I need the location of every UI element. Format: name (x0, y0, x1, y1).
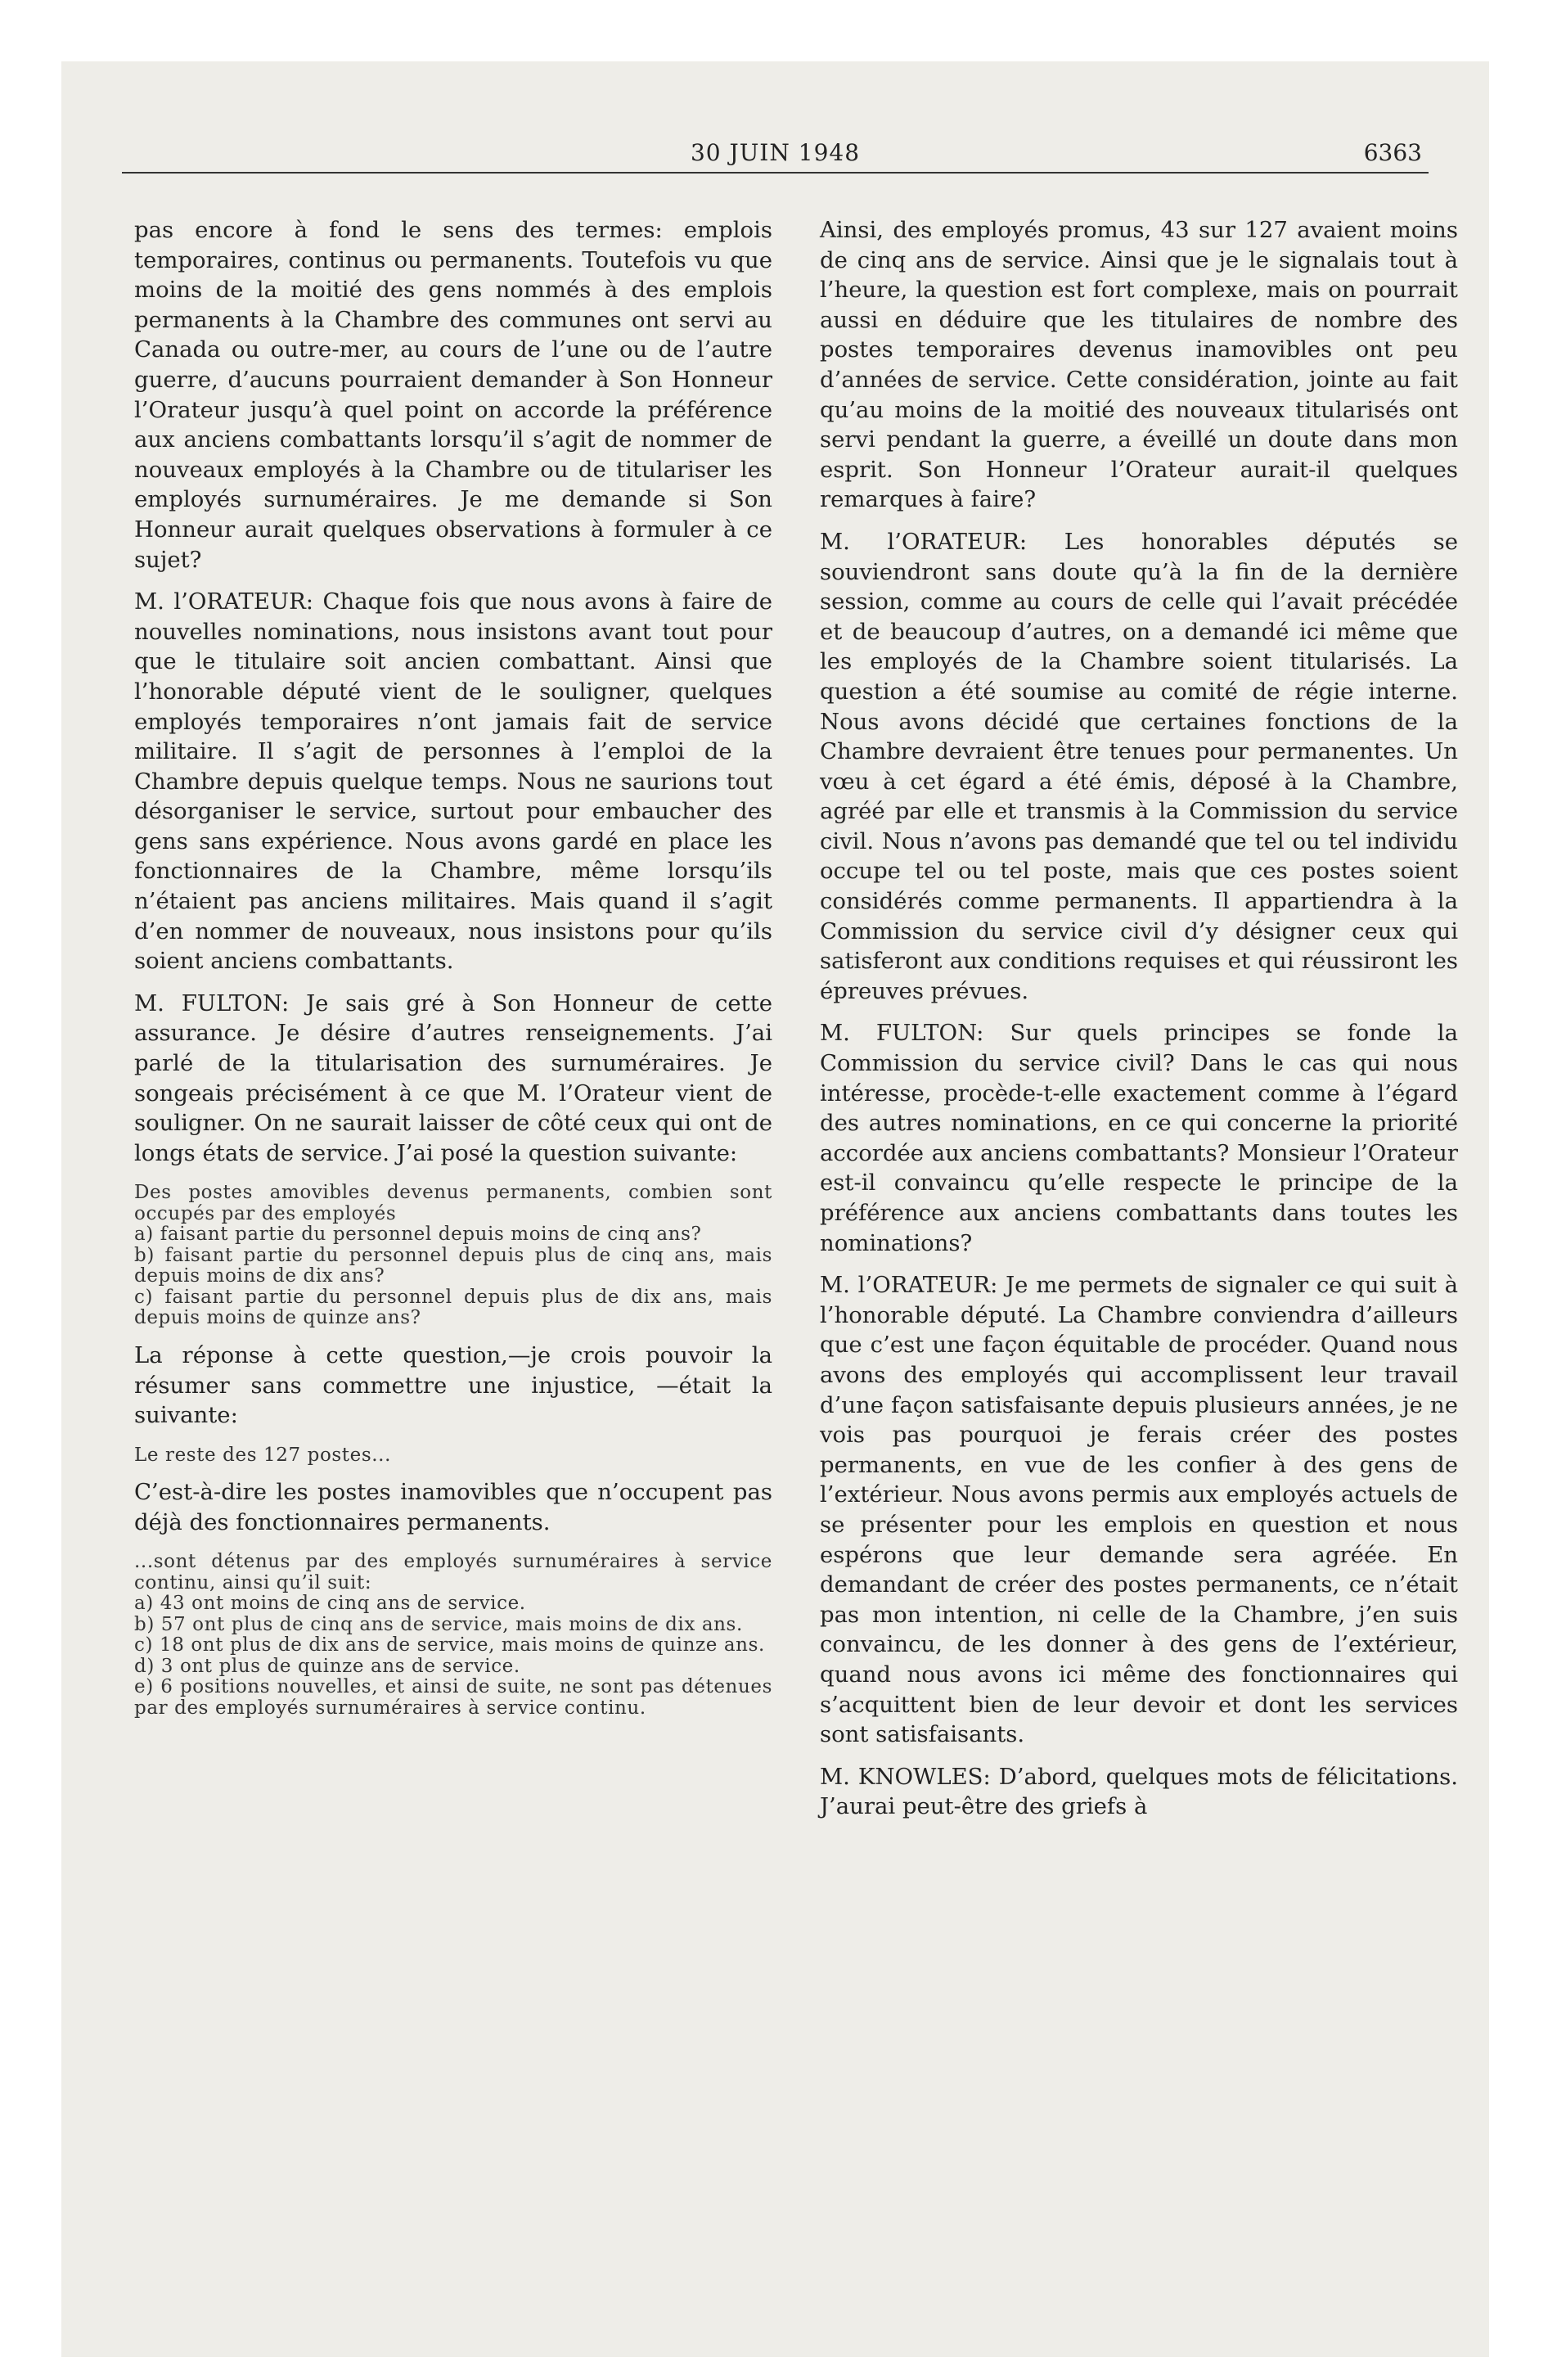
paragraph: La réponse à cette question,—je crois pouvoir la résumer sans commettre une injustice, —était la suivante: (134, 1341, 772, 1429)
right-column (820, 215, 1458, 1822)
speaker-name: M. l’ORATEUR: (134, 588, 314, 615)
speech-paragraph (820, 1762, 1458, 1822)
speech-text: Chaque fois que nous avons à faire de nouvelles nominations, nous insistons avant tout pour que le titulaire soit ancien combattant. Ainsi que l’honorable député vient de le souligner, quelques employés temporaires n’ont jamais fait de service militaire. Il s’agit de personnes à l’emploi de la Chambre depuis quelque temps. Nous ne saurions tout désorganiser le service, surtout pour embaucher des gens sans expérience. Nous avons gardé en place les fonctionnaires de la Chambre, même lorsqu’ils n’étaient pas anciens militaires. Mais quand il s’agit d’en nommer de nouveaux, nous insistons pour qu’ils soient anciens combattants. (134, 588, 772, 975)
quoted-list-item: b) 57 ont plus de cinq ans de service, mais moins de dix ans. (134, 1613, 743, 1635)
quoted-list-item: b) faisant partie du personnel depuis plus de cinq ans, mais depuis moins de dix ans? (134, 1244, 772, 1287)
speech-text: Sur quels principes se fonde la Commission du service civil? Dans le cas qui nous intéresse, procède-t-elle exactement comme à l’égard des autres nominations, en ce qui concerne la priorité accordée aux anciens combattants? Monsieur l’Orateur est-il convaincu qu’elle respecte le principe de la préférence aux anciens combattants dans toutes les nominations? (820, 1020, 1458, 1256)
speaker-name: M. KNOWLES: (820, 1763, 991, 1790)
quoted-text: Le reste des 127 postes... (134, 1444, 391, 1466)
speaker-name: M. FULTON: (134, 989, 290, 1016)
speech-paragraph (820, 527, 1458, 1007)
left-column (134, 215, 772, 1719)
speech-paragraph (134, 989, 772, 1169)
speech-paragraph (820, 1270, 1458, 1750)
paragraph: Ainsi, des employés promus, 43 sur 127 avaient moins de cinq ans de service. Ainsi que je le signalais tout à l’heure, la question est fort complexe, mais on pourrait aussi en déduire que les titulaires de nombre des postes temporaires devenus inamovibles ont peu d’années de service. Cette considération, jointe au fait qu’au moins de la moitié des nouveaux titularisés ont servi pendant la guerre, a éveillé un doute dans mon esprit. Son Honneur l’Orateur aurait-il quelques remarques à faire? (820, 217, 1458, 513)
speech-text: D’abord, quelques mots de félicitations. J’aurai peut-être des griefs à (820, 1763, 1459, 1820)
page-number: 6363 (1363, 139, 1422, 166)
speech-text: Je me permets de signaler ce qui suit à l’honorable député. La Chambre conviendra d’ailleurs que c’est une façon équitable de procéder. Quand nous avons des employés qui accomplissent leur travail d’une façon satisfaisante depuis plusieurs années, je ne vois pas pourquoi je ferais créer des postes permanents, en vue de les confier à des gens de l’extérieur. Nous avons permis aux employés actuels de se présenter pour les emplois en question et nous espérons que leur demande sera agréée. En demandant de créer des postes permanents, ce n’était pas mon intention, ni celle de la Chambre, j’en suis convaincu, de les donner à des gens de l’extérieur, quand nous avons ici même des fonctionnaires qui s’acquittent bien de leur devoir et dont les services sont satisfaisants. (820, 1272, 1458, 1748)
quoted-list-item: c) 18 ont plus de dix ans de service, mais moins de quinze ans. (134, 1634, 765, 1657)
quoted-list-item: a) 43 ont moins de cinq ans de service. (134, 1593, 526, 1615)
paragraph: C’est-à-dire les postes inamovibles que n’occupent pas déjà des fonctionnaires permanents. (134, 1479, 772, 1535)
quoted-list-item: a) faisant partie du personnel depuis moins de cinq ans? (134, 1224, 702, 1246)
speech-paragraph (820, 1018, 1458, 1258)
quoted-text: Des postes amovibles devenus permanents, combien sont occupés par des employés (134, 1182, 772, 1224)
paragraph: pas encore à fond le sens des termes: emplois temporaires, continus ou permanents. Toutefois vu que moins de la moitié des gens nommés à des emplois permanents à la Chambre des communes ont servi au Canada ou outre-mer, au cours de l’une ou de l’autre guerre, d’aucuns pourraient demander à Son Honneur l’Orateur jusqu’à quel point on accorde la préférence aux anciens combattants lorsqu’il s’agit de nommer de nouveaux employés à la Chambre ou de titulariser les employés surnuméraires. Je me demande si Son Honneur aurait quelques observations à formuler à ce sujet? (134, 217, 772, 573)
speaker-name: M. l’ORATEUR: (820, 1272, 998, 1299)
speaker-name: M. FULTON: (820, 1020, 984, 1047)
quoted-list-item: d) 3 ont plus de quinze ans de service. (134, 1655, 520, 1677)
speech-text: Je sais gré à Son Honneur de cette assurance. Je désire d’autres renseignements. J’ai parlé de la titularisation des surnuméraires. Je songeais précisément à ce que M. l’Orateur vient de souligner. On ne saurait laisser de côté ceux qui ont de longs états de service. J’ai posé la question suivante: (134, 989, 773, 1166)
speech-paragraph (134, 587, 772, 976)
speech-text: Les honorables députés se souviendront sans doute qu’à la fin de la dernière session, comme au cours de celle qui l’avait précédée et de beaucoup d’autres, on a demandé ici même que les employés de la Chambre soient titularisés. La question a été soumise au comité de régie interne. Nous avons décidé que certaines fonctions de la Chambre devraient être tenues pour permanentes. Un vœu à cet égard a été émis, déposé à la Chambre, agréé par elle et transmis à la Commission du service civil. Nous n’avons pas demandé que tel ou tel individu occupe tel ou tel poste, mais que ces postes soient considérés comme permanents. Il appartiendra à la Commission du service civil d’y désigner ceux qui satisferont aux conditions requises et qui réussiront les épreuves prévues. (820, 528, 1458, 1004)
scanned-page (61, 61, 1489, 2357)
page-header (122, 139, 1429, 174)
header-date: 30 JUIN 1948 (690, 139, 861, 166)
quoted-text: ...sont détenus par des employés surnuméraires à service continu, ainsi qu’il suit: (134, 1551, 772, 1593)
quoted-list-item: e) 6 positions nouvelles, et ainsi de suite, ne sont pas détenues par des employés surnuméraires à service continu. (134, 1676, 772, 1719)
quoted-list-item: c) faisant partie du personnel depuis plus de dix ans, mais depuis moins de quinze ans? (134, 1286, 772, 1329)
speaker-name: M. l’ORATEUR: (820, 528, 1028, 555)
